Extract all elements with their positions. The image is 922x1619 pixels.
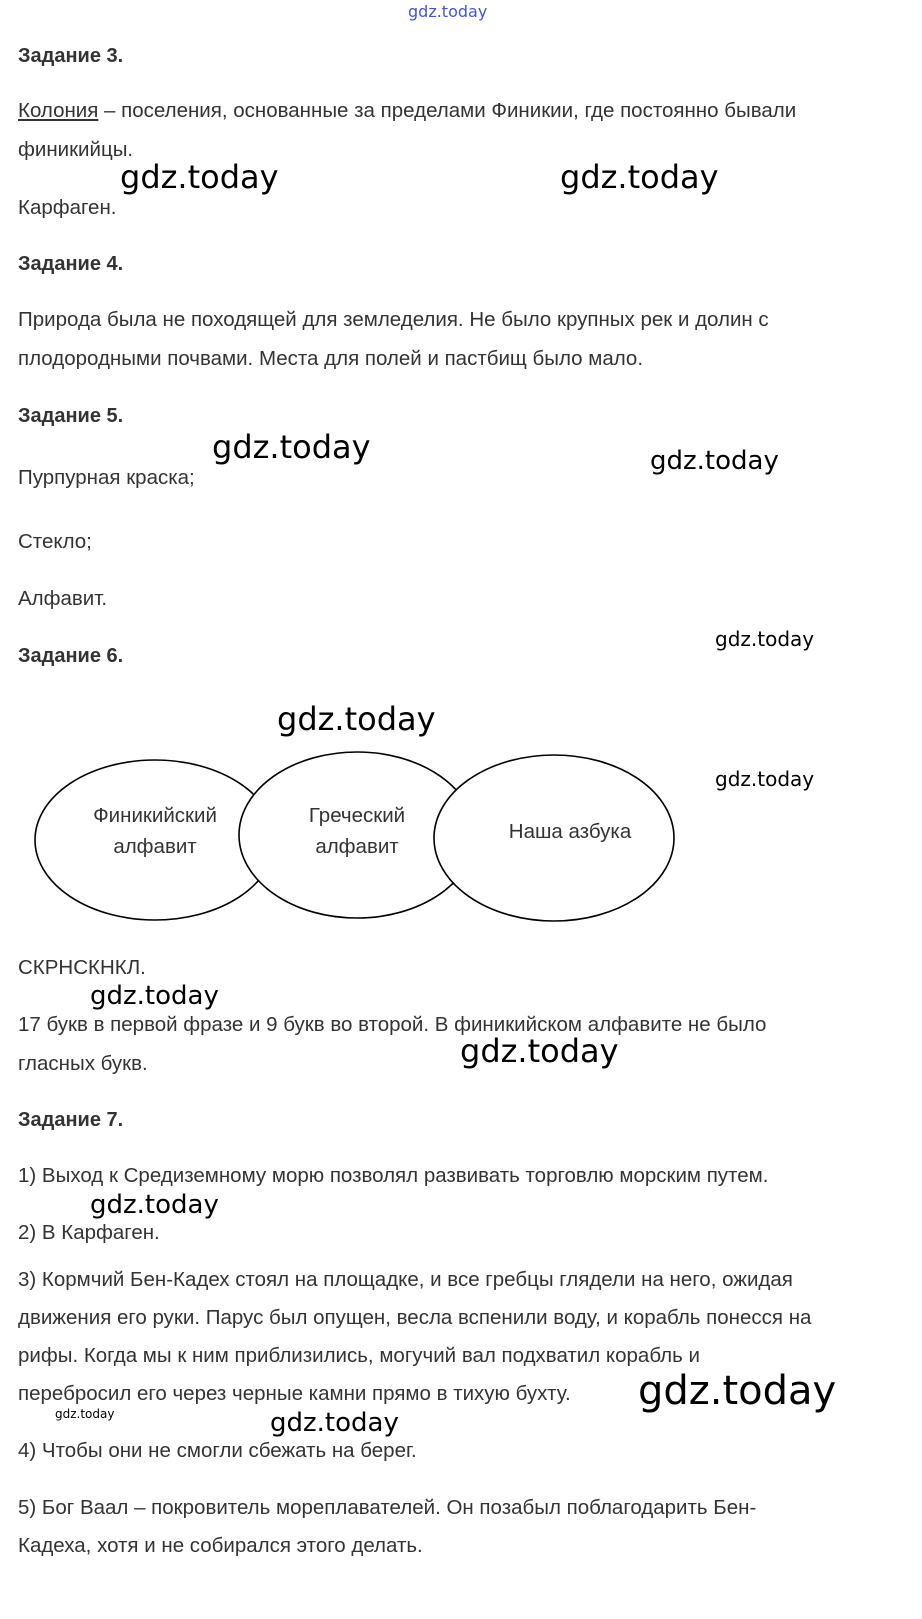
task7-heading: Задание 7. <box>18 1109 124 1131</box>
task5-item: Пурпурная краска; <box>18 466 195 489</box>
greek-label-1: Греческий <box>308 804 406 827</box>
colony-term: Колония <box>18 99 99 122</box>
watermark: gdz.today <box>460 1032 619 1070</box>
watermark: gdz.today <box>408 2 488 21</box>
task7-answer-5-line-2: Кадеха, хотя и не собирался этого делать. <box>18 1534 423 1557</box>
task6-line-1: 17 букв в первой фразе и 9 букв во второй. В финикийском алфавите не было <box>18 1013 767 1036</box>
task4-line-1: Природа была не походящей для земледелия. Не было крупных рек и долин с <box>18 308 769 331</box>
task6-heading: Задание 6. <box>18 645 124 667</box>
watermark: gdz.today <box>715 767 815 791</box>
watermark: gdz.today <box>560 158 719 196</box>
watermark: gdz.today <box>650 446 779 476</box>
task7-answer-5-line-1: 5) Бог Ваал – покровитель мореплавателей. Он позабыл поблагодарить Бен- <box>18 1496 757 1519</box>
colony-definition-text: – поселения, основанные за пределами Финикии, где постоянно бывали <box>98 99 797 122</box>
watermark: gdz.today <box>120 158 279 196</box>
task7-answer-3-line-3: рифы. Когда мы к ним приблизились, могучий вал подхватил корабль и <box>18 1344 700 1367</box>
watermark: gdz.today <box>90 1190 219 1220</box>
greek-label-2: алфавит <box>315 835 399 858</box>
task5-heading: Задание 5. <box>18 405 124 427</box>
phoenician-label-2: алфавит <box>113 835 197 858</box>
task5-item: Стекло; <box>18 530 92 553</box>
task3-definition-cont: финикийцы. <box>18 138 134 161</box>
task7-answer-3-line-1: 3) Кормчий Бен-Кадех стоял на площадке, и все гребцы глядели на него, ожидая <box>18 1268 793 1291</box>
task7-answer-1: 1) Выход к Средиземному морю позволял развивать торговлю морским путем. <box>18 1164 769 1187</box>
watermark: gdz.today <box>715 627 815 651</box>
task7-answer-3-line-4: перебросил его через черные камни прямо в тихую бухту. <box>18 1382 571 1405</box>
task3-heading: Задание 3. <box>18 45 124 67</box>
task3-answer: Карфаген. <box>18 196 117 219</box>
phoenician-label-1: Финикийский <box>93 804 217 827</box>
watermark: gdz.today <box>55 1407 115 1421</box>
ours-label: Наша азбука <box>508 820 632 843</box>
task7-answer-4: 4) Чтобы они не смогли сбежать на берег. <box>18 1439 417 1462</box>
watermark: gdz.today <box>270 1408 399 1438</box>
watermark: gdz.today <box>90 981 219 1011</box>
task4-heading: Задание 4. <box>18 253 124 275</box>
watermark: gdz.today <box>638 1368 837 1414</box>
task4-line-2: плодородными почвами. Места для полей и пастбищ было мало. <box>18 347 644 370</box>
task3-definition <box>18 92 796 130</box>
watermark: gdz.today <box>277 700 436 738</box>
task6-line-2: гласных букв. <box>18 1052 148 1075</box>
task7-answer-2: 2) В Карфаген. <box>18 1221 160 1244</box>
task6-code: СКРНСКНКЛ. <box>18 956 146 979</box>
watermark: gdz.today <box>212 428 371 466</box>
task7-answer-3-line-2: движения его руки. Парус был опущен, весла вспенили воду, и корабль понесся на <box>18 1306 812 1329</box>
task5-item: Алфавит. <box>18 587 108 610</box>
